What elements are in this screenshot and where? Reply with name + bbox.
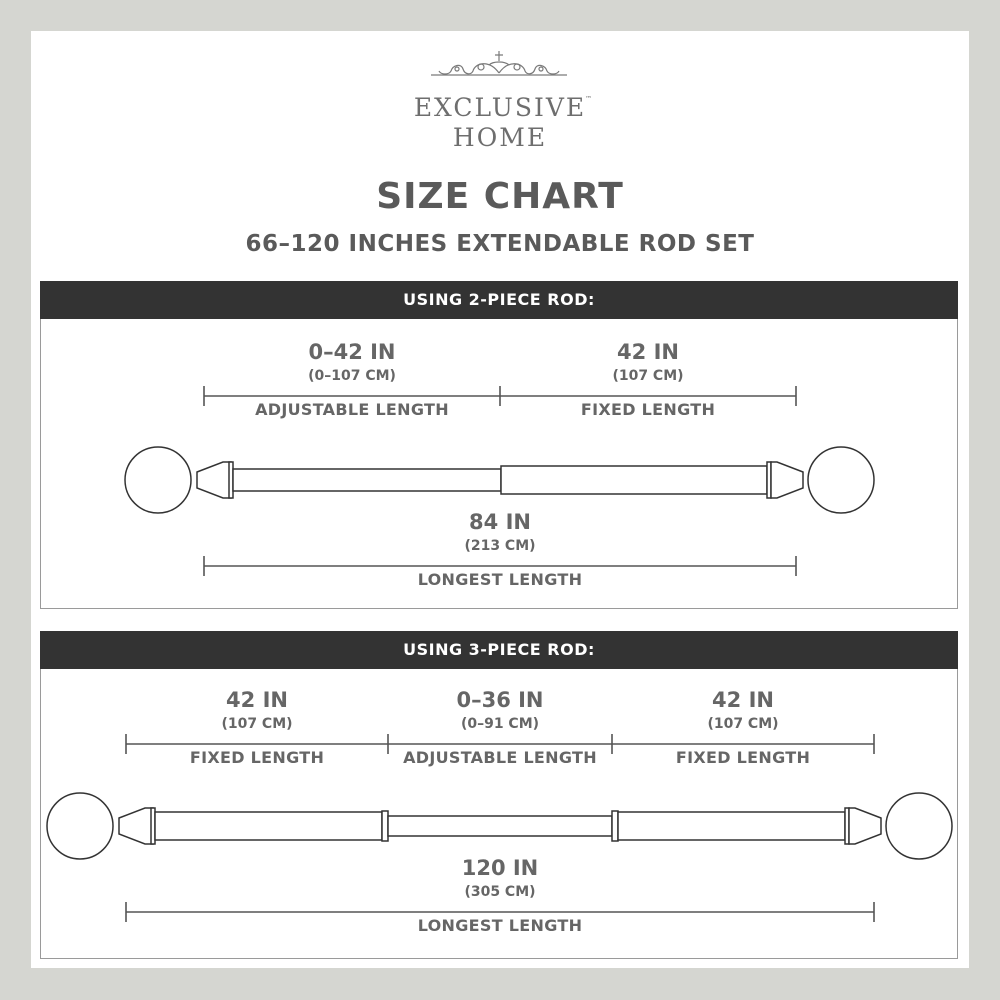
three-piece-rod-icon [47, 793, 952, 859]
segment-2-inches: 0–36 IN [456, 688, 544, 712]
segment-1-caption: FIXED LENGTH [189, 748, 325, 767]
segment-1-inches: 0–42 IN [308, 340, 396, 364]
total-caption: LONGEST LENGTH [417, 916, 583, 935]
three-piece-rod-diagram [41, 632, 959, 960]
segment-1-inches: 42 IN [226, 688, 288, 712]
brand-logo [31, 41, 969, 161]
segment-2-cm: (0–91 CM) [460, 716, 540, 732]
two-piece-rod-diagram [41, 282, 959, 610]
two-piece-rod-icon [125, 447, 874, 513]
page-subtitle: 66–120 INCHES EXTENDABLE ROD SET [245, 231, 755, 257]
total-caption: LONGEST LENGTH [417, 570, 583, 589]
size-chart-card [31, 31, 969, 968]
segment-2-cm: (107 CM) [612, 368, 684, 384]
segment-1-cm: (107 CM) [221, 716, 293, 732]
page-title: SIZE CHART [376, 176, 624, 217]
total-cm: (213 CM) [464, 538, 536, 554]
segment-2-caption: ADJUSTABLE LENGTH [403, 748, 597, 767]
segment-3-caption: FIXED LENGTH [675, 748, 811, 767]
segment-1-cm: (0–107 CM) [308, 368, 396, 384]
two-piece-section [40, 281, 958, 609]
total-inches: 84 IN [469, 510, 531, 534]
segment-2-caption: FIXED LENGTH [580, 400, 716, 419]
brand-name-line2: HOME [452, 123, 548, 152]
filigree-ornament-icon [429, 45, 569, 85]
segment-3-inches: 42 IN [712, 688, 774, 712]
brand-name-line1: EXCLUSIVE [413, 93, 587, 122]
segment-3-cm: (107 CM) [707, 716, 779, 732]
three-piece-section [40, 631, 958, 959]
trademark-symbol: ™ [585, 95, 592, 103]
three-piece-heading: USING 3-PIECE ROD: [40, 631, 958, 669]
two-piece-heading: USING 2-PIECE ROD: [40, 281, 958, 319]
total-cm: (305 CM) [464, 884, 536, 900]
segment-2-inches: 42 IN [617, 340, 679, 364]
total-inches: 120 IN [461, 856, 539, 880]
segment-1-caption: ADJUSTABLE LENGTH [255, 400, 449, 419]
